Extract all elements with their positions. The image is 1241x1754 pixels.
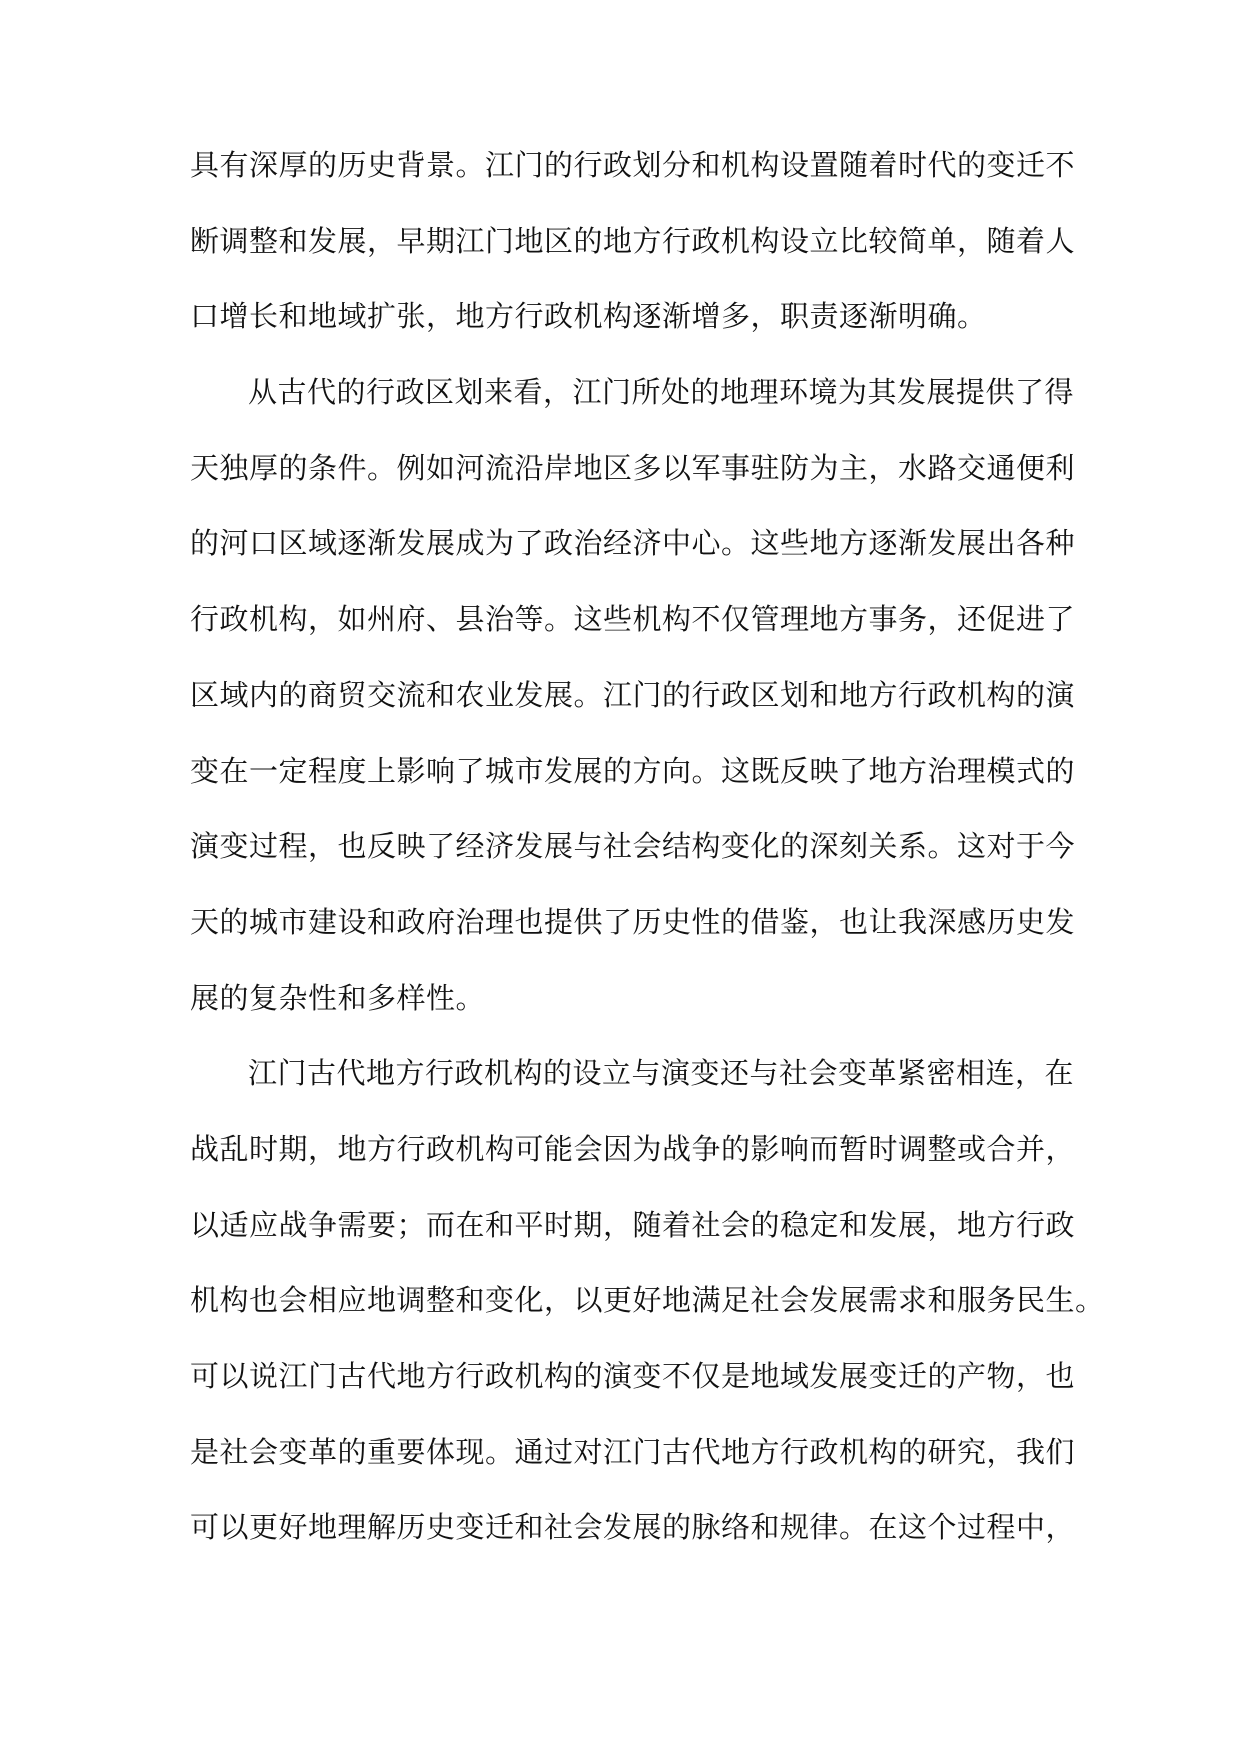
text-line: 可以更好地理解历史变迁和社会发展的脉络和规律。在这个过程中， bbox=[190, 1510, 1076, 1545]
text-line: 的河口区域逐渐发展成为了政治经济中心。这些地方逐渐发展出各种 bbox=[190, 526, 1076, 561]
text-line: 展的复杂性和多样性。 bbox=[190, 980, 486, 1015]
text-line: 行政机构，如州府、县治等。这些机构不仅管理地方事务，还促进了 bbox=[190, 602, 1076, 637]
text-line: 断调整和发展，早期江门地区的地方行政机构设立比较简单，随着人 bbox=[190, 223, 1076, 258]
text-line: 以适应战争需要；而在和平时期，随着社会的稳定和发展，地方行政 bbox=[190, 1207, 1076, 1242]
paragraph-first-line: 江门古代地方行政机构的设立与演变还与社会变革紧密相连，在 bbox=[248, 1056, 1075, 1091]
text-line: 可以说江门古代地方行政机构的演变不仅是地域发展变迁的产物，也 bbox=[190, 1359, 1076, 1393]
text-line: 具有深厚的历史背景。江门的行政划分和机构设置随着时代的变迁不 bbox=[190, 148, 1076, 182]
text-line: 战乱时期，地方行政机构可能会因为战争的影响而暂时调整或合并， bbox=[190, 1131, 1076, 1166]
text-line: 天的城市建设和政府治理也提供了历史性的借鉴，也让我深感历史发 bbox=[190, 904, 1076, 939]
text-line: 口增长和地域扩张，地方行政机构逐渐增多，职责逐渐明确。 bbox=[190, 299, 987, 334]
document-body bbox=[190, 128, 1105, 1566]
text-line: 机构也会相应地调整和变化，以更好地满足社会发展需求和服务民生。 bbox=[190, 1283, 1105, 1318]
text-line: 区域内的商贸交流和农业发展。江门的行政区划和地方行政机构的演 bbox=[190, 677, 1076, 712]
text-line: 天独厚的条件。例如河流沿岸地区多以军事驻防为主，水路交通便利 bbox=[190, 450, 1076, 485]
text-line: 演变过程，也反映了经济发展与社会结构变化的深刻关系。这对于今 bbox=[190, 829, 1076, 864]
text-line: 是社会变革的重要体现。通过对江门古代地方行政机构的研究，我们 bbox=[190, 1434, 1076, 1469]
paragraph-first-line: 从古代的行政区划来看，江门所处的地理环境为其发展提供了得 bbox=[248, 375, 1075, 410]
text-line: 变在一定程度上影响了城市发展的方向。这既反映了地方治理模式的 bbox=[190, 753, 1076, 788]
